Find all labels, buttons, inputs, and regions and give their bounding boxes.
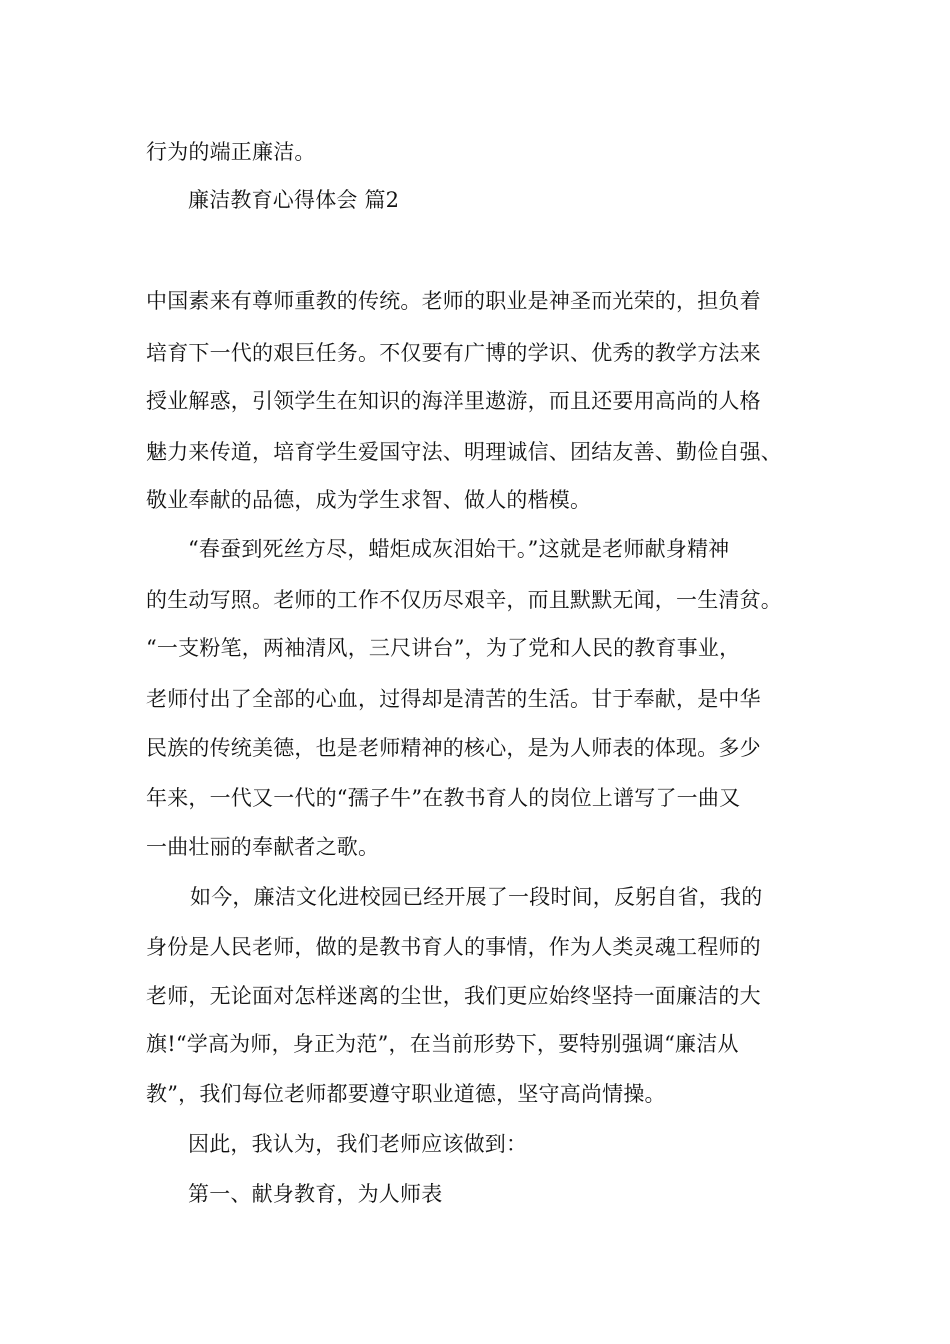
paragraph-line: 教”，我们每位老师都要遵守职业道德，坚守高尚情操。 — [146, 1082, 666, 1106]
paragraph-line: “春蚕到死丝方尽，蜡炬成灰泪始干。”这就是老师献身精神 — [188, 537, 730, 561]
section-heading: 廉洁教育心得体会 篇2 — [188, 188, 400, 212]
paragraph-line: 第一、献身教育，为人师表 — [188, 1182, 443, 1206]
paragraph-line: 行为的端正廉洁。 — [146, 140, 316, 164]
paragraph-line: 老师付出了全部的心血，过得却是清苦的生活。甘于奉献，是中华 — [146, 687, 761, 711]
paragraph-line: 授业解惑，引领学生在知识的海洋里遨游，而且还要用高尚的人格 — [146, 389, 761, 413]
paragraph-line: 一曲壮丽的奉献者之歌。 — [146, 835, 380, 859]
paragraph-line: 中国素来有尊师重教的传统。老师的职业是神圣而光荣的，担负着 — [146, 289, 761, 313]
paragraph-line: 民族的传统美德，也是老师精神的核心，是为人师表的体现。多少 — [146, 736, 761, 760]
paragraph-line: 因此，我认为，我们老师应该做到： — [188, 1132, 528, 1156]
paragraph-line: 老师，无论面对怎样迷离的尘世，我们更应始终坚持一面廉洁的大 — [146, 984, 761, 1008]
paragraph-line: 魅力来传道，培育学生爱国守法、明理诚信、团结友善、勤俭自强、 — [146, 440, 782, 464]
paragraph-line: 年来，一代又一代的“孺子牛”在教书育人的岗位上谱写了一曲又 — [146, 786, 741, 810]
paragraph-line: 旗!“学高为师，身正为范”，在当前形势下，要特别强调“廉洁从 — [146, 1032, 739, 1056]
paragraph-line: “一支粉笔，两袖清风，三尺讲台”，为了党和人民的教育事业， — [146, 636, 741, 660]
paragraph-line: 敬业奉献的品德，成为学生求智、做人的楷模。 — [146, 488, 592, 512]
paragraph-line: 的生动写照。老师的工作不仅历尽艰辛，而且默默无闻，一生清贫。 — [146, 588, 782, 612]
paragraph-line: 如今，廉洁文化进校园已经开展了一段时间，反躬自省，我的 — [190, 885, 763, 909]
paragraph-line: 身份是人民老师，做的是教书育人的事情，作为人类灵魂工程师的 — [146, 935, 761, 959]
paragraph-line: 培育下一代的艰巨任务。不仅要有广博的学识、优秀的教学方法来 — [146, 341, 761, 365]
